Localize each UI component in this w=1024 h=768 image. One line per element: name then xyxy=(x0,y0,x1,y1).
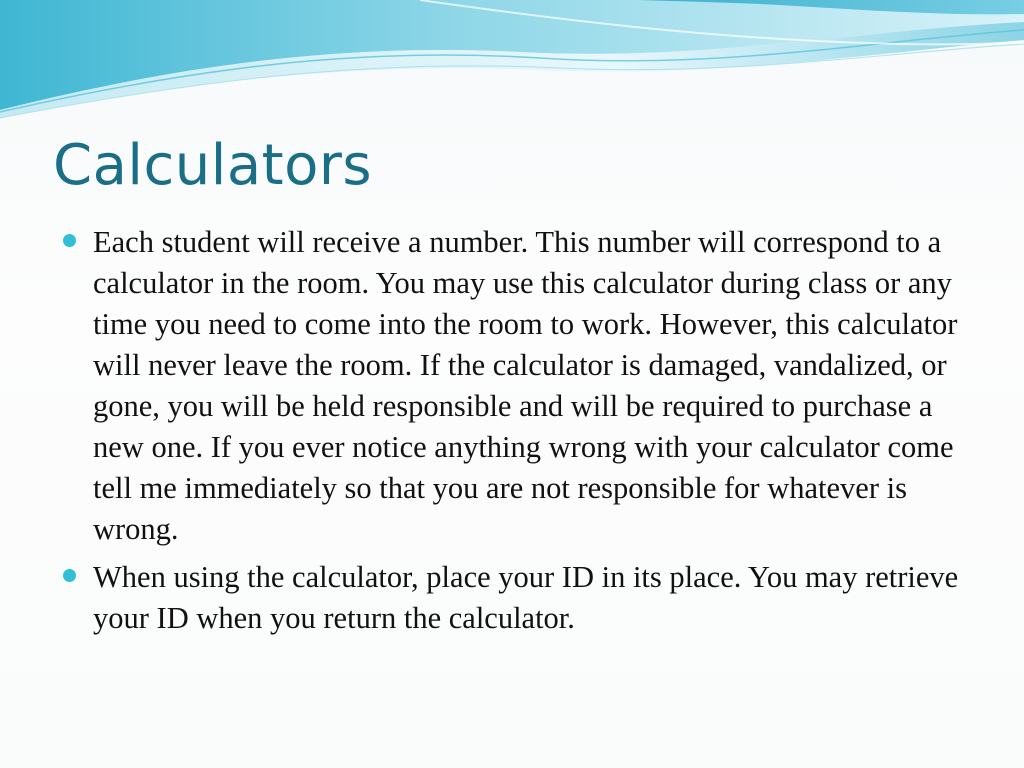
bullet-item xyxy=(63,222,968,550)
bullet-icon xyxy=(63,234,76,247)
bullet-list xyxy=(63,222,968,646)
bullet-text: Each student will receive a number. This number will correspond to a calculator in the room. You may use this calculator during class or any time you need to come into the room to work. However, this calculator will never leave the room. If the calculator is damaged, vandalized, or gone, you will be held responsible and will be required to purchase a new one. If you ever notice anything wrong with your calculator come tell me immediately so that you are not responsible for whatever is wrong. xyxy=(93,225,958,546)
bullet-icon xyxy=(63,569,76,582)
bullet-text: When using the calculator, place your ID in its place. You may retrieve your ID when you return the calculator. xyxy=(93,560,959,635)
slide-title: Calculators xyxy=(53,133,373,198)
decorative-wave-header xyxy=(0,0,1024,130)
bullet-item xyxy=(63,557,968,639)
